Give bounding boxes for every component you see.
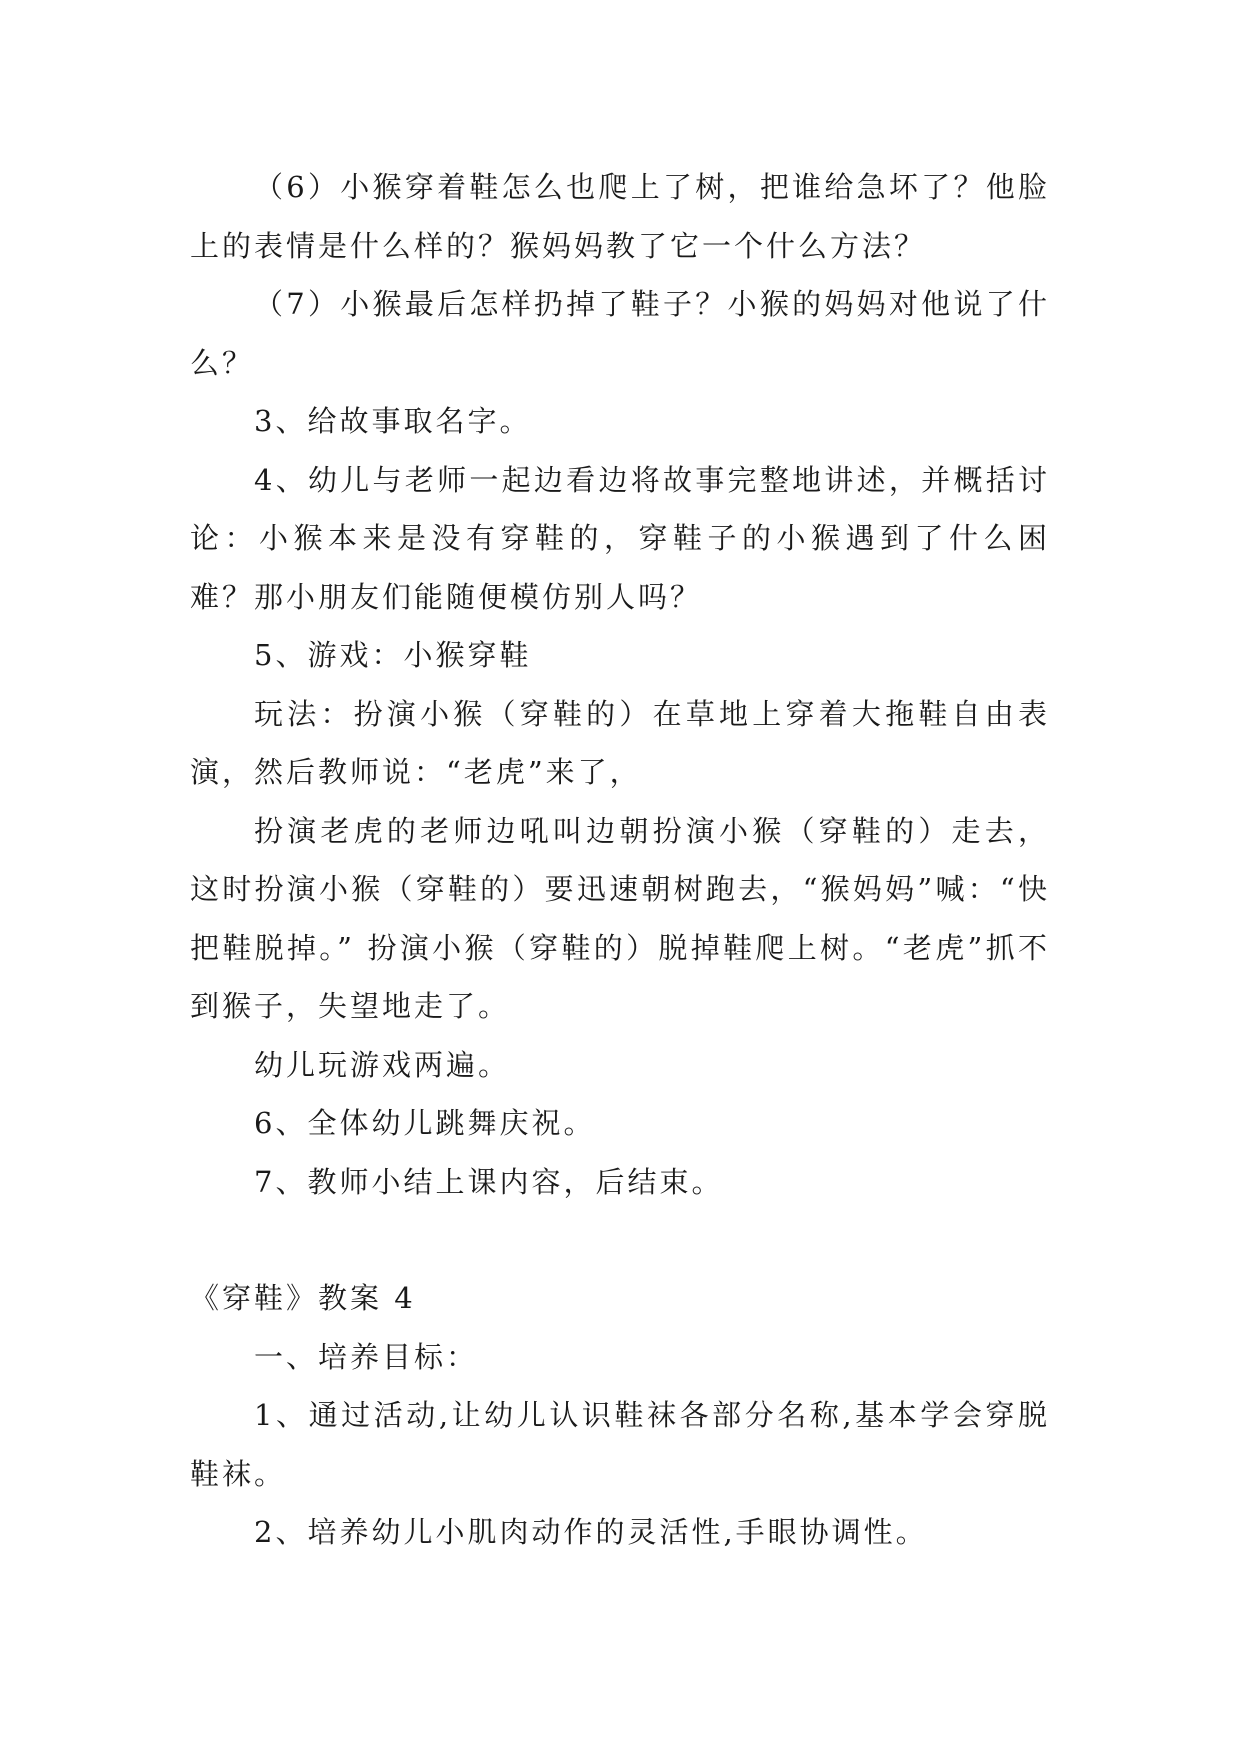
paragraph-step-3: 3、给故事取名字。 [254, 404, 532, 438]
paragraph-question-6: （6）小猴穿着鞋怎么也爬上了树，把谁给急坏了？他脸上的表情是什么样的？猴妈妈教了它一个什么方法？ [190, 170, 1050, 263]
paragraph-goals-heading: 一、培养目标： [254, 1339, 479, 1374]
paragraph-game-rules: 玩法：扮演小猴（穿鞋的）在草地上穿着大拖鞋自由表演，然后教师说：“老虎”来了， [190, 696, 1050, 789]
section-title: 《穿鞋》教案 4 [190, 1281, 416, 1315]
paragraph-goal-1: 1、通过活动,让幼儿认识鞋袜各部分名称,基本学会穿脱鞋袜。 [190, 1398, 1050, 1491]
paragraph-game-detail: 扮演老虎的老师边吼叫边朝扮演小猴（穿鞋的）走去，这时扮演小猴（穿鞋的）要迅速朝树跑去，“猴妈妈”喊：“快把鞋脱掉。” 扮演小猴（穿鞋的）脱掉鞋爬上树。“老虎”抓不到猴子，失望地走了。 [190, 813, 1050, 1023]
paragraph-question-7: （7）小猴最后怎样扔掉了鞋子？小猴的妈妈对他说了什么？ [190, 287, 1050, 380]
paragraph-step-4: 4、幼儿与老师一起边看边将故事完整地讲述，并概括讨论：小猴本来是没有穿鞋的，穿鞋子的小猴遇到了什么困难？那小朋友们能随便模仿别人吗？ [190, 462, 1050, 614]
paragraph-game-repeat: 幼儿玩游戏两遍。 [254, 1047, 511, 1082]
document-body [190, 158, 1050, 1562]
paragraph-step-7: 7、教师小结上课内容，后结束。 [254, 1164, 724, 1199]
paragraph-step-5: 5、游戏：小猴穿鞋 [254, 638, 532, 672]
paragraph-goal-2: 2、培养幼儿小肌肉动作的灵活性,手眼协调性。 [254, 1515, 928, 1549]
paragraph-step-6: 6、全体幼儿跳舞庆祝。 [254, 1106, 596, 1140]
